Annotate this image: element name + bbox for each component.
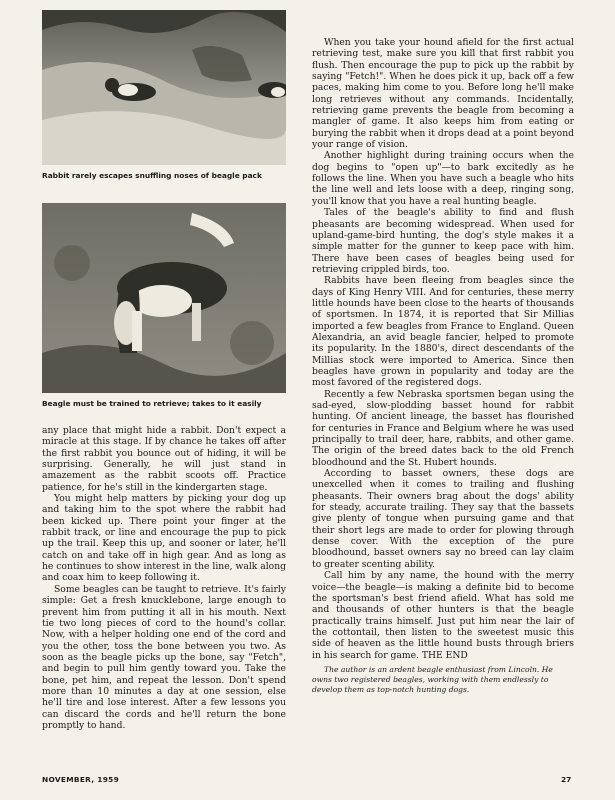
body-paragraph: When you take your hound afield for the first actual retrieving test, make sure you kill that first rabbit you flush. Then encourage the pup to pick up the rabbit by saying "Fetch!". When he does pick it up, back off a few paces, making him come to you. Before long he'll make long retrieves without any commands. Incidentally, retrieving game prevents the beagle from becoming a mangler of game. It also keeps him from eating or burying the rabbit when it drops dead at a point beyond your range of vision.: [312, 37, 574, 151]
left-column: [42, 10, 286, 731]
right-column: [312, 37, 574, 695]
body-paragraph: any place that might hide a rabbit. Don't expect a miracle at this stage. If by chance he takes off after the first rabbit you bounce out of hiding, it will be surprising. Generally, he will just stand in amazement as the rabbit scoots off. Practice patience, for he's still in the kindergarten stage.: [42, 425, 286, 493]
body-paragraph: Rabbits have been fleeing from beagles since the days of King Henry VIII. And for centuries, these merry little hounds have been close to the hearts of thousands of sportsmen. In 1874, it is reported that Sir Millias imported a few beagles from France to England. Queen Alexandria, an avid beagle fancier, helped to promote its popularity. In the 1880's, direct descendants of the Millias stock were imported to America. Since then beagles have grown in popularity and today are the most favored of the registered dogs.: [312, 275, 574, 389]
body-paragraph: Another highlight during training occurs when the dog begins to "open up"—to bark excitedly as he follows the line. When you have such a beagle who hits the line well and lets loose with a deep, ringing song, you'll know that you have a real hunting beagle.: [312, 150, 574, 207]
page-number: 27: [561, 775, 572, 784]
photo-caption: Beagle must be trained to retrieve; takes to it easily: [42, 399, 262, 408]
author-byline: The author is an ardent beagle enthusiast from Lincoln. He owns two registered beagles, working with them endlessly to develop them as top-notch hunting dogs.: [312, 664, 553, 694]
photo-beagle-retrieving: [42, 203, 286, 393]
body-paragraph: According to basset owners, these dogs are unexcelled when it comes to trailing and flushing pheasants. Their owners brag about the dogs' ability for steady, accurate trailing. They say that the bassets give plenty of tongue when pursuing game and that their short legs are made to order for plowing through dense cover. With the exception of the pure bloodhound, basset owners say no breed can lay claim to greater scenting ability.: [312, 468, 574, 570]
photo-beagle-pack: [42, 10, 286, 165]
body-paragraph: Tales of the beagle's ability to find and flush pheasants are becoming widespread. When used for upland-game-bird hunting, the dog's style makes it a simple matter for the gunner to keep pace with him. There have been cases of beagles being used for retrieving crippled birds, too.: [312, 207, 574, 275]
photo-caption: Rabbit rarely escapes snuffling noses of beagle pack: [42, 171, 262, 180]
issue-date: NOVEMBER, 1959: [42, 775, 120, 784]
body-paragraph: Some beagles can be taught to retrieve. It's fairly simple: Get a fresh knucklebone, large enough to prevent him from putting it all in his mouth. Next tie two long pieces of cord to the hound's collar. Now, with a helper holding one end of the cord and you the other, toss the bone between you two. As soon as the beagle picks up the bone, say "Fetch", and begin to pull him gently toward you. Take the bone, pet him, and repeat the lesson. Don't spend more than 10 minutes a day at one session, else he'll tire and lose interest. After a few lessons you can discard the cords and he'll return the bone promptly to hand.: [42, 583, 286, 731]
body-paragraph: Call him by any name, the hound with the merry voice—the beagle—is making a definite bid to become the sportsman's best friend afield. What has sold me and thousands of other hunters is that the beagle practically trains himself. Just put him near the lair of the cottontail, then listen to the sweetest music this side of heaven as the little hound busts through briers in his search for game. THE END: [312, 570, 574, 661]
body-paragraph: You might help matters by picking your dog up and taking him to the spot where the rabbit had been kicked up. There point your finger at the rabbit track, or line and encourage the pup to pick up the trail. Keep this up, and sooner or later, he'll catch on and take off in high gear. And as long as he continues to show interest in the line, walk along and coax him to keep following it.: [42, 493, 286, 584]
body-paragraph: Recently a few Nebraska sportsmen began using the sad-eyed, slow-plodding basset hound for rabbit hunting. Of ancient lineage, the basset has flourished for centuries in France and Belgium where he was used principally to trail deer, hare, rabbits, and other game. The origin of the breed dates back to the old French bloodhound and the St. Hubert hounds.: [312, 388, 574, 468]
